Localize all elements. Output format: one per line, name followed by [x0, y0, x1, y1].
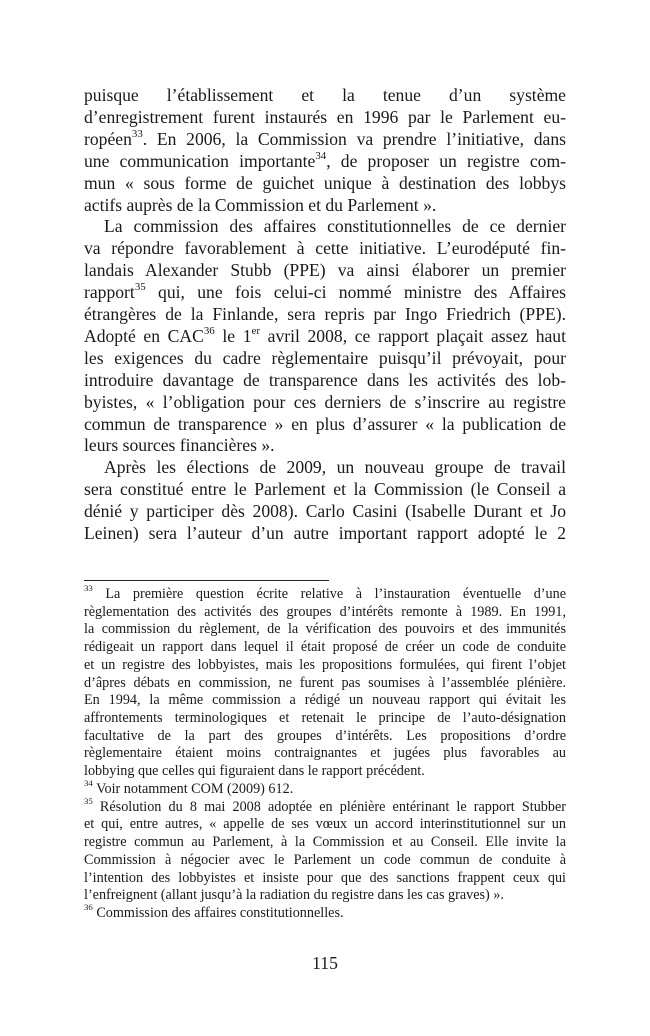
footnote-line	[84, 902, 566, 923]
footnote-line	[84, 763, 566, 781]
footnote-line	[84, 834, 566, 852]
body-line	[84, 325, 566, 347]
text-run: rapport	[84, 282, 135, 303]
text-run: lobbying que celles qui figuraient dans le rapport précédent.	[84, 763, 425, 780]
text-run: Commission à négocier avec le Parlement un code commun de conduite à	[84, 851, 566, 868]
text-run: affrontements terminologiques et retenait le principe de l’auto-désignation	[84, 710, 566, 727]
text-run: facultative de la part des groupes d’intérêts. Les propositions d’ordre	[84, 727, 566, 744]
text-run: Leinen) sera l’auteur d’un autre important rapport adopté le 2	[84, 523, 566, 543]
body-line	[84, 150, 566, 172]
body-line	[84, 347, 566, 369]
text-run: commun de transparence » en plus d’assurer « la publication de	[84, 413, 566, 434]
text-run: La commission des affaires constitutionnelles de ce dernier	[104, 216, 566, 237]
text-run: d’âpres débats en commission, ne furent pas soumises à l’assemblée plénière.	[84, 674, 566, 691]
text-run: , de proposer un registre com-	[326, 150, 566, 171]
text-run: l’enfreignent (allant jusqu’à la radiation du registre dans les cas graves) ».	[84, 887, 504, 904]
text-run: d’enregistrement furent instaurés en 1996 par le Parlement eu-	[84, 106, 566, 127]
text-run: et un registre des lobbyistes, mais les propositions formulées, qui firent l’objet	[84, 656, 566, 673]
text-run: l’intention des lobbyistes et insiste pour que des sanctions frappent ceux qui	[84, 869, 566, 886]
footnote-line	[84, 639, 566, 657]
footnote-line	[84, 816, 566, 834]
body-line	[84, 413, 566, 435]
text-run: sera constitué entre le Parlement et la Commission (le Conseil a	[84, 479, 566, 500]
text-run: et qui, entre autres, « appelle de ses vœux un accord interinstitutionnel sur un	[84, 816, 566, 833]
footnote-line	[84, 692, 566, 710]
footnote-line	[84, 710, 566, 728]
text-run: leurs sources financières ».	[84, 435, 275, 456]
text-run: règlementaire étaient moins contraignantes et jugées plus favorables au	[84, 745, 566, 762]
text-run: puisque l’établissement et la tenue d’un système	[84, 85, 566, 105]
text-run: rédigeait un rapport dans lequel il était proposé de créer un code de conduite	[84, 639, 566, 656]
body-line	[84, 128, 566, 150]
text-run: Adopté en CAC	[84, 325, 204, 346]
text-run: landais Alexander Stubb (PPE) va ainsi élaborer un premier	[84, 260, 566, 281]
footnote-reference: 35	[134, 281, 146, 294]
body-line	[84, 522, 566, 544]
body-line	[84, 456, 566, 478]
footnote-reference: 36	[203, 325, 215, 338]
text-run: une communication importante	[84, 150, 316, 171]
text-run: La première question écrite relative à l’instauration éventuelle d’une	[92, 586, 566, 602]
text-run: règlementation des activités des groupes d’intérêts remonte à 1989. En 1991,	[84, 603, 566, 620]
footnote-line	[84, 621, 566, 639]
footnote-line	[84, 870, 566, 888]
footnote-line	[84, 583, 566, 604]
text-run: avril 2008, ce rapport plaçait assez haut	[260, 325, 566, 346]
footnote-separator	[84, 580, 329, 581]
text-run: le 1	[214, 325, 252, 346]
footnote-line	[84, 657, 566, 675]
text-run: Voir notamment COM (2009) 612.	[92, 780, 294, 797]
text-run: mun « sous forme de guichet unique à destination des lobbys	[84, 172, 566, 193]
text-run: qui, une fois celui-ci nommé ministre des Affaires	[145, 282, 566, 303]
text-run: En 1994, la même commission a rédigé un nouveau rapport qui évitait les	[84, 692, 566, 709]
text-run: Résolution du 8 mai 2008 adoptée en plénière entérinant le rapport Stubber	[92, 798, 566, 815]
footnote-reference: 34	[84, 778, 93, 789]
text-run: registre commun au Parlement, à la Commission et au Conseil. Elle invite la	[84, 834, 566, 851]
footnote-reference: 34	[315, 149, 327, 162]
footnote-reference: er	[251, 325, 260, 338]
body-line	[84, 391, 566, 413]
body-line	[84, 303, 566, 325]
body-line	[84, 500, 566, 522]
body-line	[84, 369, 566, 391]
footnote-line	[84, 795, 566, 817]
text-run: byistes, « l’obligation pour ces derniers de s’inscrire au registre	[84, 391, 566, 412]
text-run: Après les élections de 2009, un nouveau groupe de travail	[104, 457, 566, 478]
footnote-reference: 33	[131, 127, 143, 140]
body-line	[84, 84, 566, 106]
text-run: actifs auprès de la Commission et du Parlement ».	[84, 194, 437, 215]
text-run: Commission des affaires constitutionnelles.	[92, 904, 344, 921]
body-line	[84, 172, 566, 194]
body-line	[84, 259, 566, 281]
body-line	[84, 281, 566, 303]
text-run: ropéen	[84, 128, 132, 149]
footnote-line	[84, 604, 566, 622]
body-line	[84, 478, 566, 500]
footnote-line	[84, 675, 566, 693]
text-run: les exigences du cadre règlementaire puisqu’il prévoyait, pour	[84, 347, 566, 368]
text-run: la commission du règlement, de la vérification des pouvoirs et des immunités	[84, 621, 566, 638]
body-line	[84, 237, 566, 259]
footnote-line	[84, 728, 566, 746]
text-run: . En 2006, la Commission va prendre l’initiative, dans	[142, 128, 566, 149]
text-run: introduire davantage de transparence dans les activités des lob-	[84, 369, 566, 390]
body-line	[84, 434, 566, 456]
body-line	[84, 194, 566, 216]
body-line	[84, 106, 566, 128]
page-number: 115	[312, 953, 338, 973]
footnote-reference: 33	[84, 583, 93, 594]
text-run: étrangères de la Finlande, sera repris par Ingo Friedrich (PPE).	[84, 304, 566, 324]
footnote-reference: 35	[84, 795, 93, 806]
text-run: dénié y participer dès 2008). Carlo Casini (Isabelle Durant et Jo	[84, 501, 566, 522]
footnote-reference: 36	[84, 902, 93, 913]
footnote-line	[84, 745, 566, 763]
body-line	[84, 215, 566, 237]
footnote-line	[84, 778, 566, 799]
footnote-line	[84, 887, 566, 905]
footnote-line	[84, 852, 566, 870]
text-run: va répondre favorablement à cette initiative. L’eurodéputé fin-	[84, 238, 566, 259]
